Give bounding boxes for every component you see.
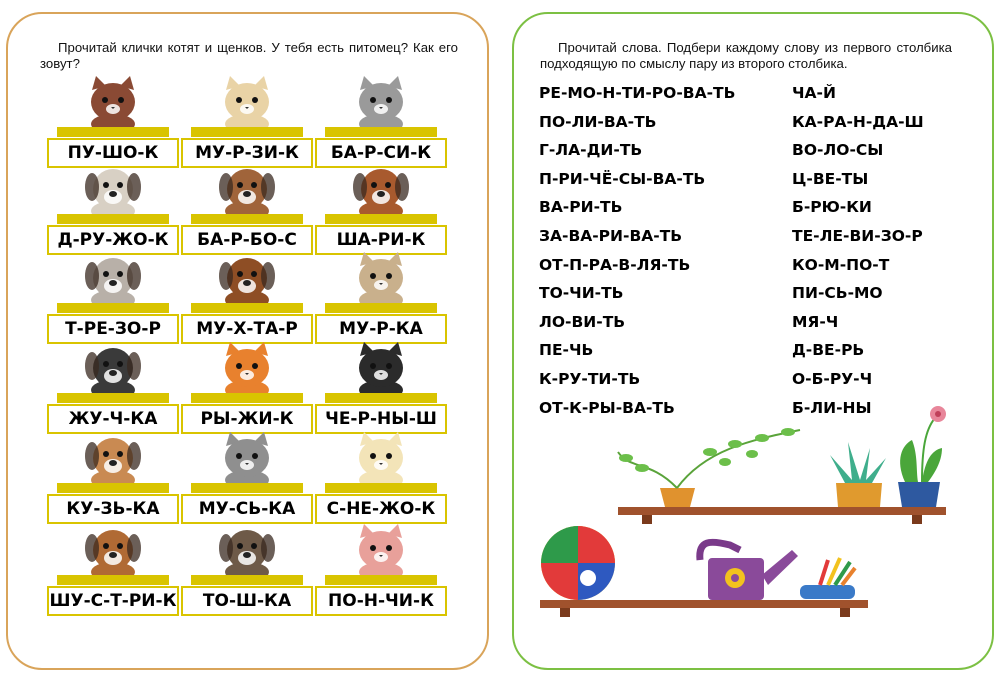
pet-name-label: БА-Р-СИ-К bbox=[315, 138, 447, 168]
column2-word: Б-ЛИ-НЫ bbox=[792, 398, 872, 417]
cat-icon bbox=[346, 76, 416, 134]
pet-name-label: Т-РЕ-ЗО-Р bbox=[47, 314, 179, 344]
pet-name-label: БА-Р-БО-С bbox=[181, 225, 313, 255]
dog-icon bbox=[212, 163, 282, 221]
left-instruction: Прочитай клички котят и щенков. У тебя есть питомец? Как его зовут? bbox=[40, 40, 458, 71]
pet-name-label: ПО-Н-ЧИ-К bbox=[315, 586, 447, 616]
pet-card bbox=[315, 432, 447, 528]
cat-icon bbox=[346, 342, 416, 400]
pet-name-label: КУ-ЗЬ-КА bbox=[47, 494, 179, 524]
pet-card bbox=[47, 432, 179, 528]
column1-word: ОТ-П-РА-В-ЛЯ-ТЬ bbox=[539, 255, 691, 274]
label-ledge bbox=[191, 214, 303, 224]
dog-icon bbox=[78, 252, 148, 310]
column1-word: ТО-ЧИ-ТЬ bbox=[539, 284, 624, 303]
pet-name-label: РЫ-ЖИ-К bbox=[181, 404, 313, 434]
dog-icon bbox=[212, 252, 282, 310]
label-ledge bbox=[57, 575, 169, 585]
label-ledge bbox=[191, 303, 303, 313]
column2-word: О-Б-РУ-Ч bbox=[792, 370, 873, 388]
cat-icon bbox=[346, 252, 416, 310]
pet-name-label: ТО-Ш-КА bbox=[181, 586, 313, 616]
column1-word: ЛО-ВИ-ТЬ bbox=[539, 312, 626, 331]
label-ledge bbox=[325, 214, 437, 224]
column1-word: ЗА-ВА-РИ-ВА-ТЬ bbox=[539, 227, 683, 245]
flower-pot-icon bbox=[898, 406, 946, 507]
column2-word: МЯ-Ч bbox=[792, 312, 839, 331]
label-ledge bbox=[325, 303, 437, 313]
pet-card bbox=[47, 524, 179, 620]
column2-word: Д-ВЕ-РЬ bbox=[792, 341, 865, 360]
label-ledge bbox=[191, 483, 303, 493]
column2-word: КО-М-ПО-Т bbox=[792, 255, 890, 274]
pet-card bbox=[181, 342, 313, 438]
pet-card bbox=[47, 342, 179, 438]
pet-name-label: ПУ-ШО-К bbox=[47, 138, 179, 168]
column1-word: К-РУ-ТИ-ТЬ bbox=[539, 370, 641, 388]
cat-icon bbox=[212, 342, 282, 400]
label-ledge bbox=[57, 303, 169, 313]
pet-name-label: МУ-Р-ЗИ-К bbox=[181, 138, 313, 168]
column1-word: РЕ-МО-Н-ТИ-РО-ВА-ТЬ bbox=[539, 84, 736, 102]
pet-card bbox=[47, 76, 179, 172]
dog-icon bbox=[346, 163, 416, 221]
pet-card bbox=[181, 524, 313, 620]
column1-word: ПЕ-ЧЬ bbox=[539, 341, 594, 360]
pet-card bbox=[181, 76, 313, 172]
pet-card bbox=[315, 76, 447, 172]
pet-card bbox=[47, 163, 179, 259]
shelves-illustration bbox=[530, 400, 960, 625]
label-ledge bbox=[325, 575, 437, 585]
column2-word: ЧА-Й bbox=[792, 84, 836, 102]
label-ledge bbox=[191, 393, 303, 403]
label-ledge bbox=[325, 127, 437, 137]
column1-word: П-РИ-ЧЁ-СЫ-ВА-ТЬ bbox=[539, 169, 706, 188]
pet-name-label: ШУ-С-Т-РИ-К bbox=[47, 586, 179, 616]
right-instruction: Прочитай слова. Подбери каждому слову из первого столбика подходящую по смыслу пару из второго столбика. bbox=[540, 40, 952, 71]
pet-card bbox=[315, 524, 447, 620]
label-ledge bbox=[57, 214, 169, 224]
lower-shelf-icon bbox=[540, 600, 868, 608]
pet-name-label: ША-РИ-К bbox=[315, 225, 447, 255]
cat-icon bbox=[212, 76, 282, 134]
label-ledge bbox=[57, 483, 169, 493]
pet-name-label: Д-РУ-ЖО-К bbox=[47, 225, 179, 255]
cat-icon bbox=[78, 76, 148, 134]
dog-icon bbox=[212, 524, 282, 582]
pencils-icon bbox=[800, 558, 855, 599]
label-ledge bbox=[191, 127, 303, 137]
cat-icon bbox=[346, 432, 416, 490]
column2-word: ПИ-СЬ-МО bbox=[792, 284, 883, 303]
dog-icon bbox=[78, 163, 148, 221]
label-ledge bbox=[191, 575, 303, 585]
column2-word: Ц-ВЕ-ТЫ bbox=[792, 169, 869, 188]
hanging-plant-icon bbox=[618, 428, 800, 507]
label-ledge bbox=[57, 393, 169, 403]
ball-icon bbox=[541, 526, 615, 600]
dog-icon bbox=[78, 432, 148, 490]
label-ledge bbox=[325, 393, 437, 403]
column1-word: ОТ-К-РЫ-ВА-ТЬ bbox=[539, 398, 675, 417]
pet-card bbox=[181, 252, 313, 348]
column2-word: ВО-ЛО-СЫ bbox=[792, 141, 884, 160]
pet-card bbox=[181, 432, 313, 528]
column1-word: ВА-РИ-ТЬ bbox=[539, 198, 623, 217]
pet-card bbox=[315, 342, 447, 438]
label-ledge bbox=[325, 483, 437, 493]
column1-word: ПО-ЛИ-ВА-ТЬ bbox=[539, 112, 657, 131]
cat-icon bbox=[346, 524, 416, 582]
column2-word: КА-РА-Н-ДА-Ш bbox=[792, 112, 924, 131]
pet-name-label: ЖУ-Ч-КА bbox=[47, 404, 179, 434]
label-ledge bbox=[57, 127, 169, 137]
pet-name-label: МУ-СЬ-КА bbox=[181, 494, 313, 524]
column1-word: Г-ЛА-ДИ-ТЬ bbox=[539, 141, 643, 160]
column2-word: ТЕ-ЛЕ-ВИ-ЗО-Р bbox=[792, 227, 923, 245]
cat-icon bbox=[212, 432, 282, 490]
watering-can-icon bbox=[700, 542, 798, 600]
dog-icon bbox=[78, 342, 148, 400]
dog-icon bbox=[78, 524, 148, 582]
upper-shelf-icon bbox=[618, 507, 946, 515]
aloe-plant-icon bbox=[830, 442, 886, 507]
pet-card bbox=[315, 252, 447, 348]
pet-card bbox=[181, 163, 313, 259]
pet-card bbox=[47, 252, 179, 348]
pet-name-label: МУ-Х-ТА-Р bbox=[181, 314, 313, 344]
pet-name-label: МУ-Р-КА bbox=[315, 314, 447, 344]
pet-name-label: ЧЕ-Р-НЫ-Ш bbox=[315, 404, 447, 434]
pet-name-label: С-НЕ-ЖО-К bbox=[315, 494, 447, 524]
pet-card bbox=[315, 163, 447, 259]
column2-word: Б-РЮ-КИ bbox=[792, 198, 872, 217]
